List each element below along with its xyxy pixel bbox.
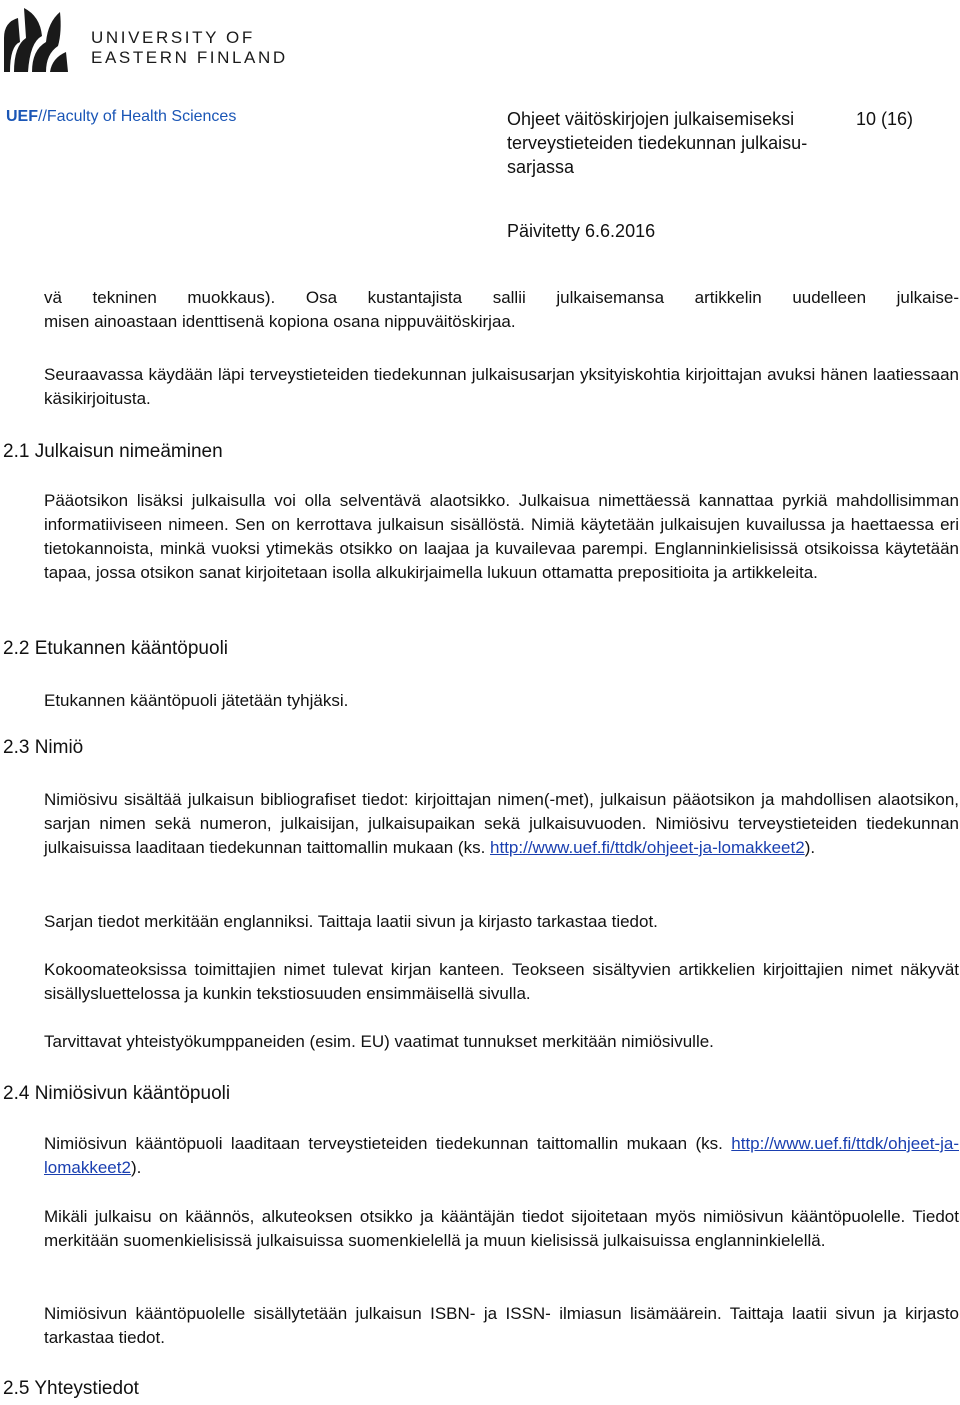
intro-paragraph: [44, 286, 959, 334]
heading-2-3: 2.3 Nimiö: [3, 737, 84, 758]
faculty-uef: UEF: [6, 108, 38, 125]
uef-forms-link-2[interactable]: http://www.uef.fi/ttdk/ohjeet-ja-lomakkeet2: [44, 1134, 959, 1177]
paragraph-2-3c: [44, 958, 959, 1006]
paragraph-2-1-text: Pääotsikon lisäksi julkaisulla voi olla selventävä alaotsikko. Julkaisua nimettäessä kannattaa pyrkiä mahdollisimman informatiiviseen nimeen. Sen on kerrottava julkaisun sisällöstä. Nimiä käytetään julkaisujen kuvailussa ja haettaessa eri tietokannoista, minkä vuoksi ytimekäs otsikko on laajaa ja kuvailevaa parempi. Englanninkielisissä otsikoissa käytetään tapaa, jossa otsikon sanat kirjoitetaan isolla alkukirjaimella lukuun ottamatta prepositioita ja artikkeleita.: [44, 491, 959, 582]
intro-line-2: misen ainoastaan identtisenä kopiona osana nippuväitöskirjaa.: [44, 312, 516, 331]
paragraph-2-2: [44, 689, 959, 713]
uef-forms-link[interactable]: http://www.uef.fi/ttdk/ohjeet-ja-lomakkeet2: [490, 838, 805, 857]
paragraph-2-3b: [44, 910, 959, 934]
paragraph-2-3c-text: Kokoomateoksissa toimittajien nimet tulevat kirjan kanteen. Teokseen sisältyvien artikkelien kirjoittajien nimet näkyvät sisällysluettelossa ja kunkin tekstiosuuden ensimmäisellä sivulla.: [44, 960, 959, 1003]
paragraph-2-4b: [44, 1205, 959, 1253]
faculty-label: [6, 107, 236, 127]
seuraavassa-paragraph: [44, 363, 959, 411]
paragraph-2-3a-text: Nimiösivu sisältää julkaisun bibliografiset tiedot: kirjoittajan nimen(-met), julkaisun pääotsikon ja mahdollisen alaotsikon, sarjan nimen sekä numeron, julkaisijan, julkaisupaikan sekä julkaisuvuoden. Nimiösivu terveystieteiden tiedekunnan julkaisuissa laaditaan tiedekunnan taittomallin mukaan (ks.: [44, 790, 959, 857]
heading-2-1: 2.1 Julkaisun nimeäminen: [3, 441, 223, 462]
heading-2-4: 2.4 Nimiösivun kääntöpuoli: [3, 1083, 231, 1104]
doc-title-line-1: Ohjeet väitöskirjojen julkaisemiseksi: [507, 109, 795, 129]
heading-2-2: 2.2 Etukannen kääntöpuoli: [3, 638, 229, 659]
doc-title-line-3: sarjassa: [507, 157, 575, 177]
paragraph-2-4c: [44, 1302, 959, 1350]
page-number: 10 (16): [856, 109, 914, 129]
paragraph-2-4a-end: ).: [130, 1158, 142, 1177]
updated-date: Päivitetty 6.6.2016: [507, 221, 656, 241]
paragraph-2-3b-text: Sarjan tiedot merkitään englanniksi. Taittaja laatii sivun ja kirjasto tarkastaa tiedot.: [44, 912, 658, 931]
paragraph-2-2-text: Etukannen kääntöpuoli jätetään tyhjäksi.: [44, 691, 349, 710]
paragraph-2-3d-text: Tarvittavat yhteistyökumppaneiden (esim. EU) vaatimat tunnukset merkitään nimiösivulle.: [44, 1032, 714, 1051]
wordmark-line-1: UNIVERSITY OF: [91, 28, 255, 47]
seuraavassa-text: Seuraavassa käydään läpi terveystieteiden tiedekunnan julkaisusarjan yksityiskohtia kirjoittajan avuksi hänen laatiessaan käsikirjoitusta.: [44, 365, 959, 408]
paragraph-2-4a-text: Nimiösivun kääntöpuoli laaditaan terveystieteiden tiedekunnan taittomallin mukaan (ks.: [44, 1134, 732, 1153]
paragraph-2-3a-end: ).: [804, 838, 816, 857]
heading-2-5: 2.5 Yhteystiedot: [3, 1378, 139, 1399]
paragraph-2-1: [44, 489, 959, 585]
paragraph-2-3a: [44, 788, 959, 860]
intro-line-1: vä tekninen muokkaus). Osa kustantajista sallii julkaisemansa artikkelin uudelleen julkaise-: [44, 288, 959, 307]
university-logo-icon: [0, 2, 72, 74]
paragraph-2-4b-text: Mikäli julkaisu on käännös, alkuteoksen otsikko ja kääntäjän tiedot sijoitetaan myös nimiösivun kääntöpuolelle. Tiedot merkitään suomenkielisissä julkaisuissa suomenkielellä ja muun kielisissä julkaisuissa englanninkielellä.: [44, 1207, 959, 1250]
paragraph-2-3d: [44, 1030, 959, 1054]
paragraph-2-4a: [44, 1132, 959, 1180]
document-title: [507, 107, 867, 179]
faculty-name: Faculty of Health Sciences: [46, 108, 237, 125]
wordmark-line-2: EASTERN FINLAND: [91, 48, 288, 67]
university-wordmark: [91, 28, 288, 68]
faculty-slash: //: [38, 108, 47, 125]
doc-title-line-2: terveystieteiden tiedekunnan julkaisu-: [507, 133, 808, 153]
paragraph-2-4c-text: Nimiösivun kääntöpuolelle sisällytetään julkaisun ISBN- ja ISSN- ilmiasun lisämäärein. Taittaja laatii sivun ja kirjasto tarkastaa tiedot.: [44, 1304, 959, 1347]
